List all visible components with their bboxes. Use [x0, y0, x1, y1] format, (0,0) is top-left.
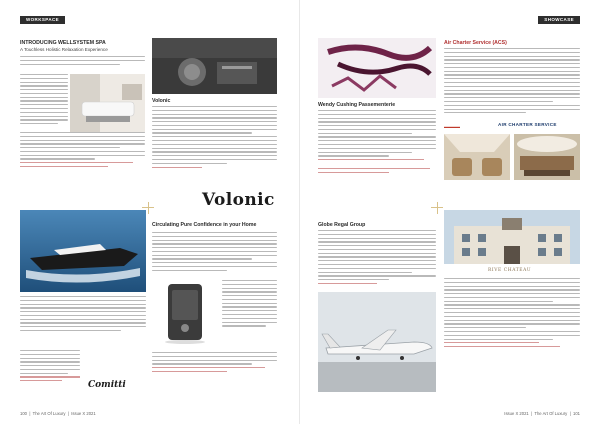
purifier-title: Circulating Pure Confidence in your Home [152, 222, 257, 228]
purifier-intro [152, 232, 277, 274]
wendy-cushing-links [318, 168, 436, 176]
spa-bed-image [70, 74, 145, 132]
issue-right: Issue X 2021 [504, 411, 529, 416]
volonic-title: Volonic [152, 98, 171, 104]
purifier-body [152, 352, 277, 375]
wellsystem-title: INTRODUCING WELLSYSTEM SPA [20, 40, 106, 46]
volonic-body [152, 106, 277, 170]
comitti-body [20, 296, 146, 334]
globe-regal-title: Globe Regal Group [318, 222, 366, 228]
wellsystem-intro [20, 56, 145, 67]
right-page [300, 0, 600, 424]
section-tag-left: WORKSPACE [20, 16, 65, 24]
tassel-image [318, 38, 436, 98]
jet-interior-image [444, 134, 510, 180]
page-number-left: 100 [20, 411, 27, 416]
hotel-logo: RIVE CHATEAU [488, 268, 532, 273]
wellsystem-body-column [20, 74, 68, 127]
air-purifier-image [152, 278, 218, 348]
page-number-right: 101 [573, 411, 580, 416]
volonic-product-image [152, 38, 277, 94]
acs-web-link[interactable]: ▬▬▬▬ [444, 124, 460, 129]
footer-right: Issue X 2021 | The Art Of Luxury | 101 [504, 411, 580, 416]
speedboat-image [20, 210, 146, 292]
acs-body [444, 48, 580, 116]
comitti-body-2 [20, 350, 80, 384]
magazine-name-right: The Art Of Luxury [534, 411, 568, 416]
wendy-cushing-body [318, 110, 436, 163]
footer-left: 100 | The Art Of Luxury | Issue X 2021 [20, 411, 96, 416]
globe-regal-body [318, 230, 436, 287]
hotel-exterior-image [444, 210, 580, 264]
private-jet-image [318, 292, 436, 392]
purifier-body-column [222, 280, 277, 329]
jet-cabin-image [514, 134, 580, 180]
section-tag-right: SHOWCASE [538, 16, 580, 24]
wendy-cushing-title: Wendy Cushing Passementerie [318, 102, 396, 108]
magazine-name-left: The Art Of Luxury [32, 411, 66, 416]
hotel-body [444, 278, 580, 350]
wellsystem-body [20, 132, 145, 170]
comitti-logo: Comitti [88, 380, 126, 390]
volonic-logo: Volonic [202, 190, 275, 210]
wellsystem-subtitle: A Touchless Holistic Relaxation Experience [20, 47, 108, 52]
acs-title: Air Charter Service (ACS) [444, 40, 507, 46]
acs-logo: AIR CHARTER SERVICE [498, 122, 557, 127]
issue-left: Issue X 2021 [71, 411, 96, 416]
